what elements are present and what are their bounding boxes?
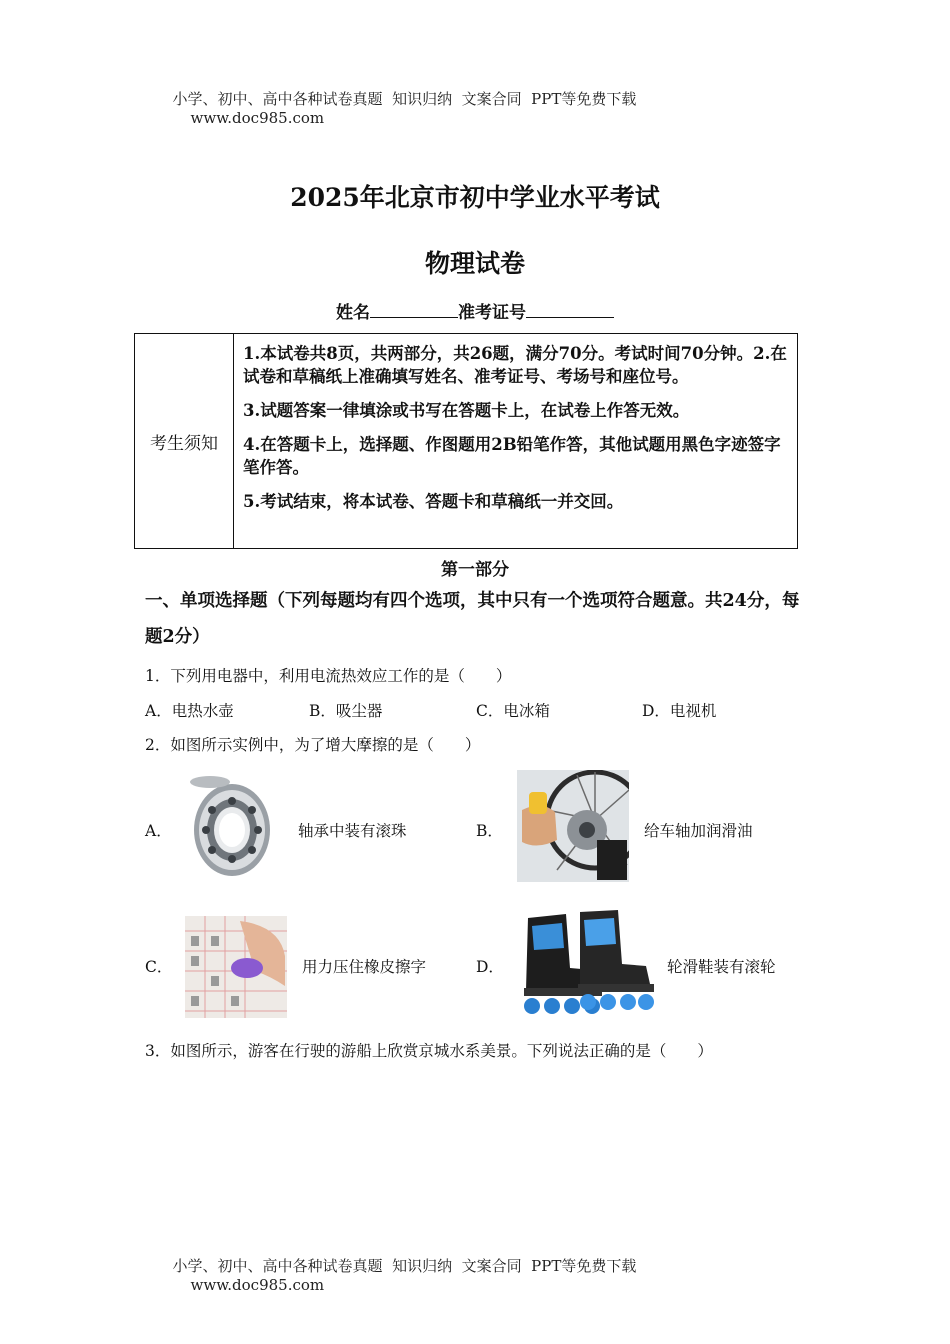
section-heading: 一、单项选择题（下列每题均有四个选项，其中只有一个选项符合题意。共24分，每题2分） [145, 591, 800, 647]
question-3-stem: 3．如图所示，游客在行驶的游船上欣赏京城水系美景。下列说法正确的是（ ） [145, 1042, 713, 1060]
q2-option-d-letter: D． [476, 958, 504, 976]
header-text: 小学、初中、高中各种试卷真题 知识归纳 文案合同 PPT等免费下载 [172, 90, 637, 108]
name-blank [370, 303, 458, 318]
page-footer [163, 1237, 636, 1294]
q2-option-b-letter: B． [476, 822, 503, 840]
id-label: 准考证号 [458, 303, 526, 323]
q1-option-b: B．吸尘器 [309, 702, 383, 720]
name-label: 姓名 [336, 303, 370, 323]
q2-option-a-letter: A． [145, 822, 172, 840]
q1-option-c: C．电冰箱 [476, 702, 550, 720]
notice-box [134, 333, 798, 549]
footer-url: www.doc985.com [190, 1276, 325, 1294]
notice-item: 1.本试卷共8页，共两部分，共26题，满分70分。考试时间70分钟。2.在试卷和草稿纸上准确填写姓名、准考证号、考场号和座位号。 [243, 344, 787, 386]
notice-item: 3.试题答案一律填涂或书写在答题卡上，在试卷上作答无效。 [243, 401, 690, 420]
id-blank [526, 303, 614, 318]
eraser-image [185, 916, 287, 1018]
footer-text: 小学、初中、高中各种试卷真题 知识归纳 文案合同 PPT等免费下载 [172, 1257, 637, 1275]
q2-option-d-caption: 轮滑鞋装有滚轮 [667, 958, 776, 976]
q2-option-c-letter: C． [145, 958, 173, 976]
notice-items [243, 342, 788, 524]
roller-skate-image [518, 908, 658, 1020]
exam-subject: 物理试卷 [424, 249, 525, 278]
q1-option-a: A．电热水壶 [145, 702, 234, 720]
notice-item: 4.在答题卡上，选择题、作图题用2B铅笔作答，其他试题用黑色字迹签字笔作答。 [243, 435, 781, 477]
page-header [163, 70, 636, 127]
question-1-stem: 1．下列用电器中，利用电流热效应工作的是（ ） [145, 667, 512, 685]
exam-title: 2025年北京市初中学业水平考试 [290, 183, 660, 212]
bearing-image [185, 770, 275, 882]
header-url: www.doc985.com [190, 109, 325, 127]
q1-option-d: D．电视机 [642, 702, 717, 720]
bike-oil-image [517, 770, 629, 882]
question-2-stem: 2．如图所示实例中，为了增大摩擦的是（ ） [145, 736, 481, 754]
q2-option-a-caption: 轴承中装有滚珠 [298, 822, 407, 840]
q2-option-c-caption: 用力压住橡皮擦字 [302, 958, 427, 976]
q2-option-b-caption: 给车轴加润滑油 [644, 822, 753, 840]
part-heading: 第一部分 [441, 560, 509, 580]
candidate-info [0, 298, 950, 323]
notice-label: 考生须知 [135, 334, 234, 548]
notice-item: 5.考试结束，将本试卷、答题卡和草稿纸一并交回。 [243, 492, 624, 511]
